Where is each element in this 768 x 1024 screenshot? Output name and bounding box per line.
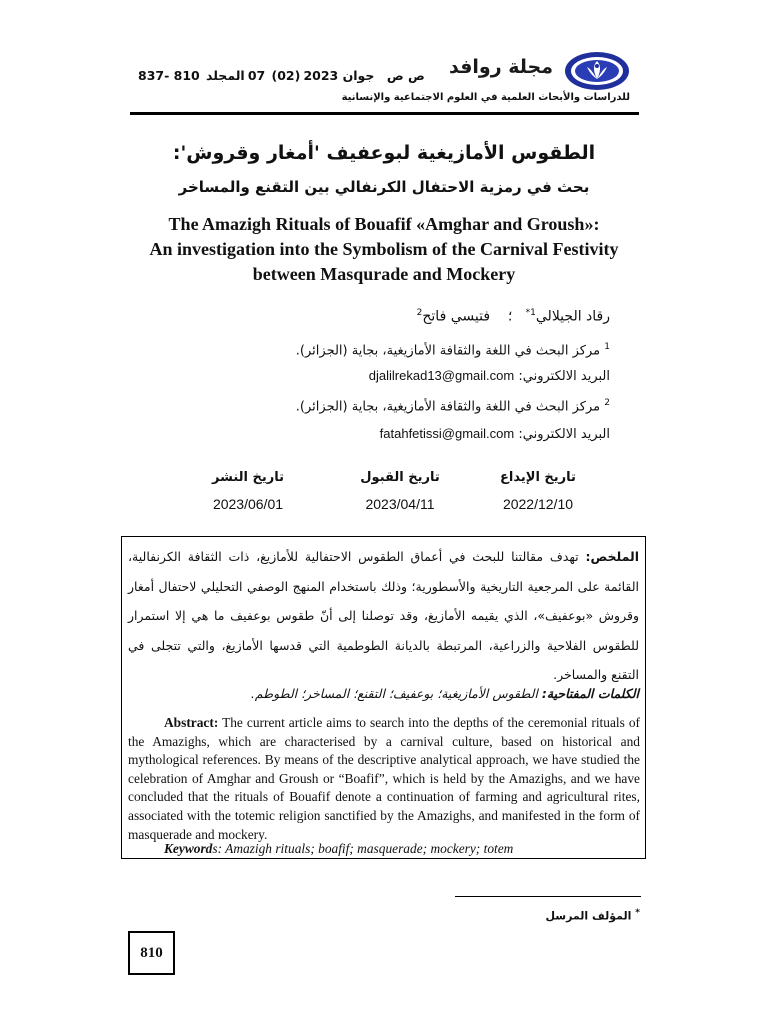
arabic-abstract-label: الملخص: [585,549,639,564]
journal-name: مجلة روافد [448,56,553,78]
footnote-rule [455,896,641,897]
author-separator: ؛ [507,308,513,325]
journal-logo [563,49,631,93]
english-keywords-text: s: Amazigh rituals; boafif; masquerade; mockery; totem [212,841,514,856]
english-abstract [128,714,640,844]
english-abstract-label: Abstract: [164,715,219,730]
affiliation-text: مركز البحث في اللغة والثقافة الأمازيغية، بجاية (الجزائر). [295,343,601,359]
acceptance-date-label: تاريخ القبول [360,470,440,485]
author-sup: 1* [525,308,536,318]
arabic-abstract [128,542,639,690]
pages-range: 837- 810 [138,68,200,83]
publication-date: 2023/06/01 [212,496,284,512]
footnote-marker: * [635,908,640,918]
arabic-subtitle: بحث في رمزية الاحتفال الكرنفالي بين التقنع والمساخر [178,178,590,196]
arabic-title: الطقوس الأمازيغية لبوعفيف 'أمغار وقروش': [172,142,596,164]
email-line [369,368,610,384]
footnote [545,908,640,923]
pages-label: ص ص [386,68,425,83]
acceptance-date: 2023/04/11 [365,496,435,512]
english-title-line: between Masqurade and Mockery [252,264,516,284]
submission-date-label: تاريخ الإيداع [500,470,576,485]
page-number: 810 [140,945,163,961]
publication-date-label: تاريخ النشر [212,470,284,485]
arabic-keywords-text: الطقوس الأمازيغية؛ بوعفيف؛ التقنع؛ المساخر؛ الطوطم. [250,686,538,701]
issue-info [138,68,425,84]
english-keywords [164,841,513,857]
english-title-line: An investigation into the Symbolism of the Carnival Festivity [149,239,619,259]
issue-date: جوان 2023 [303,68,375,83]
footnote-text: المؤلف المرسل [545,909,632,923]
arabic-abstract-text: تهدف مقالتنا للبحث في أعماق الطقوس الاحتفالية للأمازيغ، ذات الثقافة الكرنفالية، القائمة على المرجعية التاريخية والأسطورية؛ وذلك باستخدام المنهج الوصفي التحليلي لاحتفال أمغار وقروش «بوعفيف»، الذي يقيمه الأمازيغ، وقد توصلنا إلى أنّ طقوس بوعفيف ما هي إلا استمرار للطقوس الفلاحية والزراعية، المرتبطة بالديانة الطوطمية التي قدسها الأمازيغ، والتي تتجلى في التقنع والمساخر. [128,549,639,682]
submission-date: 2022/12/10 [502,496,574,512]
affiliation [296,342,610,358]
affiliation-number: 2 [604,398,610,408]
email-label: البريد الالكتروني: [518,369,610,384]
email-link[interactable]: fatahfetissi@gmail.com [379,426,515,441]
volume-label: المجلد [205,68,245,83]
volume-number: 07 [247,68,266,83]
email-link[interactable]: djalilrekad13@gmail.com [368,368,515,383]
arabic-keywords-label: الكلمات المفتاحية: [541,686,639,701]
affiliation [296,398,610,414]
journal-subtitle: للدراسات والأبحاث العلمية في العلوم الاجتماعية والإنسانية [341,92,630,103]
english-title [100,212,668,287]
header-rule [130,112,639,115]
author-name: رقاد الجيلالي [535,308,610,325]
author-name: فتيسي فاتح [422,308,491,325]
arabic-keywords [128,686,639,701]
english-abstract-text: The current article aims to search into the depths of the ceremonial rituals of the Amazighs, which are characterised by a carnival culture, based on historical and mythological references. By means of the descriptive analytical approach, we have studied the celebration of Amghar and Groush or “Boafif”, which is held by the Amazighs, and we have concluded that the rituals of Bouafif denote a continuation of farming and agricultural rites, associated with the totemic religion sanctified by the Amazighs, and manifested in the form of masquerade and mockery. [128,715,640,842]
author-line [417,308,610,325]
email-label: البريد الالكتروني: [518,427,610,442]
author-sup: 2 [416,308,423,318]
english-keywords-label: Keyword [164,841,213,856]
email-line [380,426,610,442]
affiliation-number: 1 [604,342,610,352]
affiliation-text: مركز البحث في اللغة والثقافة الأمازيغية، بجاية (الجزائر). [295,399,601,415]
issue-number: (02) [271,68,301,83]
english-title-line: The Amazigh Rituals of Bouafif «Amghar and Groush»: [168,214,600,234]
